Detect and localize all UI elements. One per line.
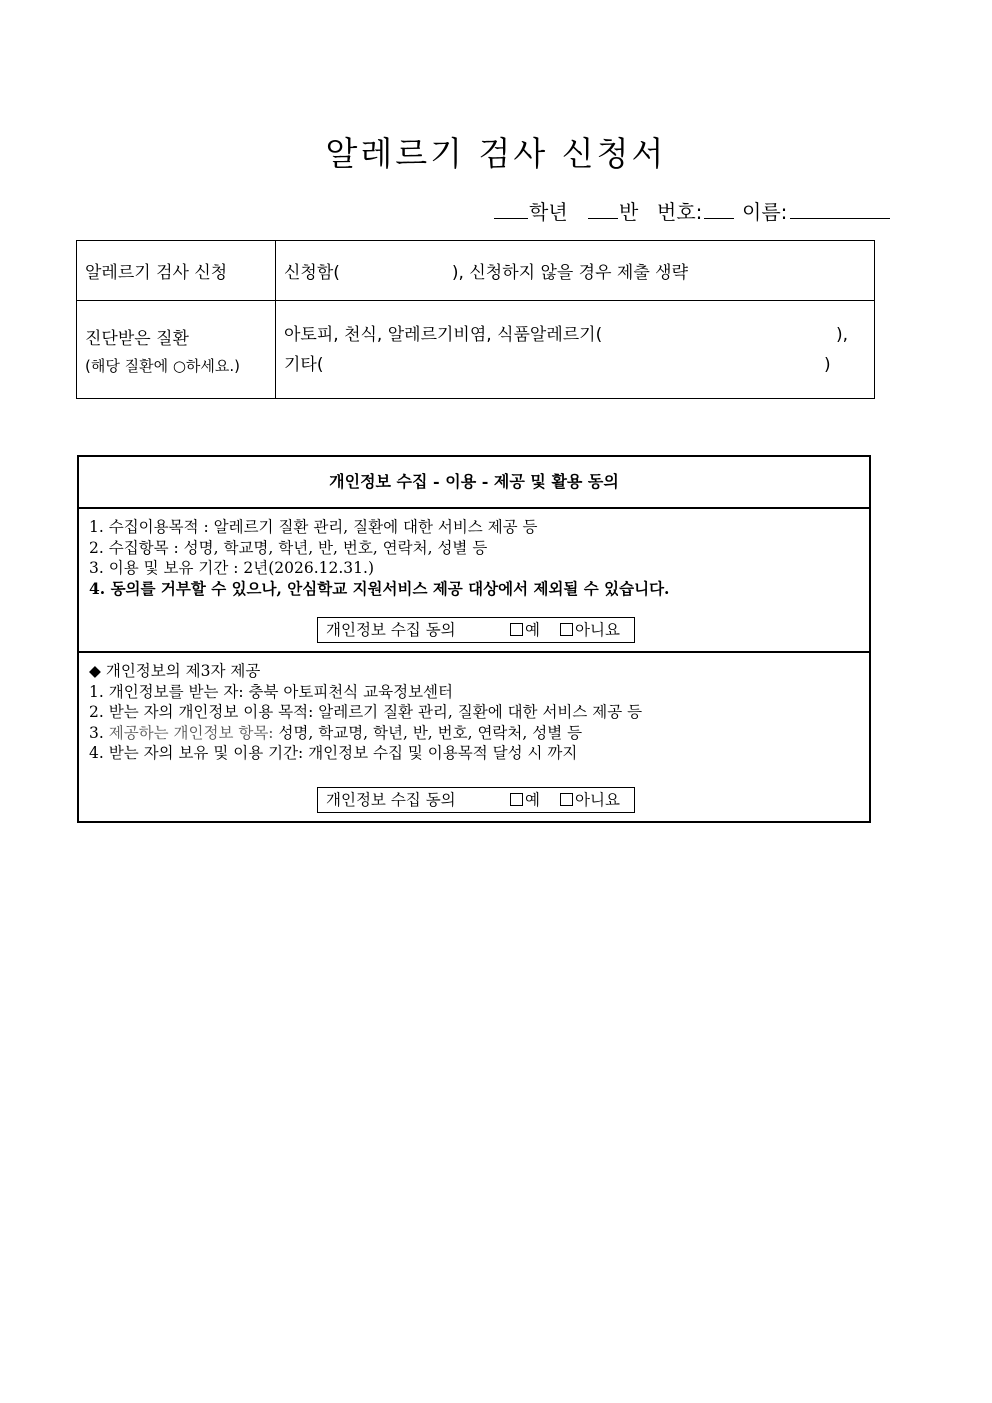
allergy-test-field[interactable] bbox=[276, 241, 875, 301]
privacy-consent-box bbox=[77, 455, 871, 823]
collection-item-1: 1. 수집이용목적 : 알레르기 질환 관리, 질환에 대한 서비스 제공 등 bbox=[89, 518, 538, 536]
student-info-line bbox=[492, 196, 892, 224]
allergy-test-label: 알레르기 검사 신청 bbox=[77, 241, 276, 301]
page-title: 알레르기 검사 신청서 bbox=[325, 134, 667, 173]
number-blank[interactable] bbox=[704, 196, 734, 219]
grade-blank[interactable] bbox=[494, 196, 528, 219]
no-label: 아니요 bbox=[575, 621, 620, 639]
name-label: 이름: bbox=[742, 200, 788, 224]
collection-yes-option[interactable] bbox=[510, 618, 540, 642]
apply-prefix: 신청함( bbox=[284, 263, 340, 283]
yes-label: 예 bbox=[525, 621, 540, 639]
no-label: 아니요 bbox=[575, 791, 620, 809]
item3-prefix: 3. bbox=[89, 723, 109, 742]
collection-item-2: 2. 수집항목 : 성명, 학교명, 학년, 반, 번호, 연락처, 성별 등 bbox=[89, 538, 488, 557]
collection-no-option[interactable] bbox=[560, 618, 620, 642]
yes-label: 예 bbox=[525, 791, 540, 809]
diagnosed-label-text: 진단받은 질환 bbox=[85, 328, 189, 349]
diagnosed-disease-field[interactable] bbox=[276, 301, 875, 399]
third-party-item-3 bbox=[89, 723, 642, 744]
apply-suffix: ), 신청하지 않을 경우 제출 생략 bbox=[451, 263, 689, 283]
diagnosed-disease-label bbox=[77, 301, 276, 399]
disease-line2-prefix: 기타( bbox=[284, 354, 324, 375]
disease-line1-prefix: 아토피, 천식, 알레르기비염, 식품알레르기( bbox=[284, 324, 603, 345]
checkbox-icon[interactable] bbox=[560, 623, 573, 636]
collection-item-3: 3. 이용 및 보유 기간 : 2년(2026.12.31.) bbox=[89, 559, 374, 577]
third-party-item-4: 4. 받는 자의 보유 및 이용 기간: 개인정보 수집 및 이용목적 달성 시 까지 bbox=[89, 744, 578, 762]
third-party-yes-option[interactable] bbox=[510, 788, 540, 812]
item3-rest: 성명, 학교명, 학년, 반, 번호, 연락처, 성별 등 bbox=[273, 723, 583, 742]
checkbox-icon[interactable] bbox=[510, 793, 523, 806]
checkbox-icon[interactable] bbox=[560, 793, 573, 806]
third-party-no-option[interactable] bbox=[560, 788, 620, 812]
diagnosed-sublabel: (해당 질환에 ○하세요.) bbox=[85, 356, 241, 375]
item3-grey: 제공하는 개인정보 항목: bbox=[108, 723, 274, 742]
grade-label: 학년 bbox=[529, 200, 568, 224]
disease-line2-suffix: ) bbox=[824, 354, 831, 375]
class-label: 반 bbox=[619, 200, 639, 224]
third-party-item-2: 2. 받는 자의 개인정보 이용 목적: 알레르기 질환 관리, 질환에 대한 서비스 제공 등 bbox=[89, 703, 643, 721]
number-label: 번호: bbox=[657, 200, 703, 224]
checkbox-icon[interactable] bbox=[510, 623, 523, 636]
collection-agree-label: 개인정보 수집 동의 bbox=[326, 621, 456, 639]
collection-item-4: 4. 동의를 거부할 수 있으나, 안심학교 지원서비스 제공 대상에서 제외될 수 있습니다. bbox=[89, 578, 670, 598]
disease-line1-suffix: ), bbox=[836, 324, 849, 345]
consent-section-collection bbox=[79, 509, 869, 653]
name-blank[interactable] bbox=[790, 196, 890, 219]
third-party-agree-label: 개인정보 수집 동의 bbox=[326, 791, 456, 809]
consent-section-third-party bbox=[79, 653, 869, 821]
collection-agree-box bbox=[317, 617, 635, 643]
consent-heading: 개인정보 수집 - 이용 - 제공 및 활용 동의 bbox=[79, 457, 869, 509]
class-blank[interactable] bbox=[588, 196, 618, 219]
third-party-heading: ◆ 개인정보의 제3자 제공 bbox=[89, 662, 261, 680]
third-party-agree-box bbox=[317, 787, 635, 813]
third-party-item-1: 1. 개인정보를 받는 자: 충북 아토피천식 교육정보센터 bbox=[89, 682, 454, 701]
application-table bbox=[76, 240, 875, 399]
